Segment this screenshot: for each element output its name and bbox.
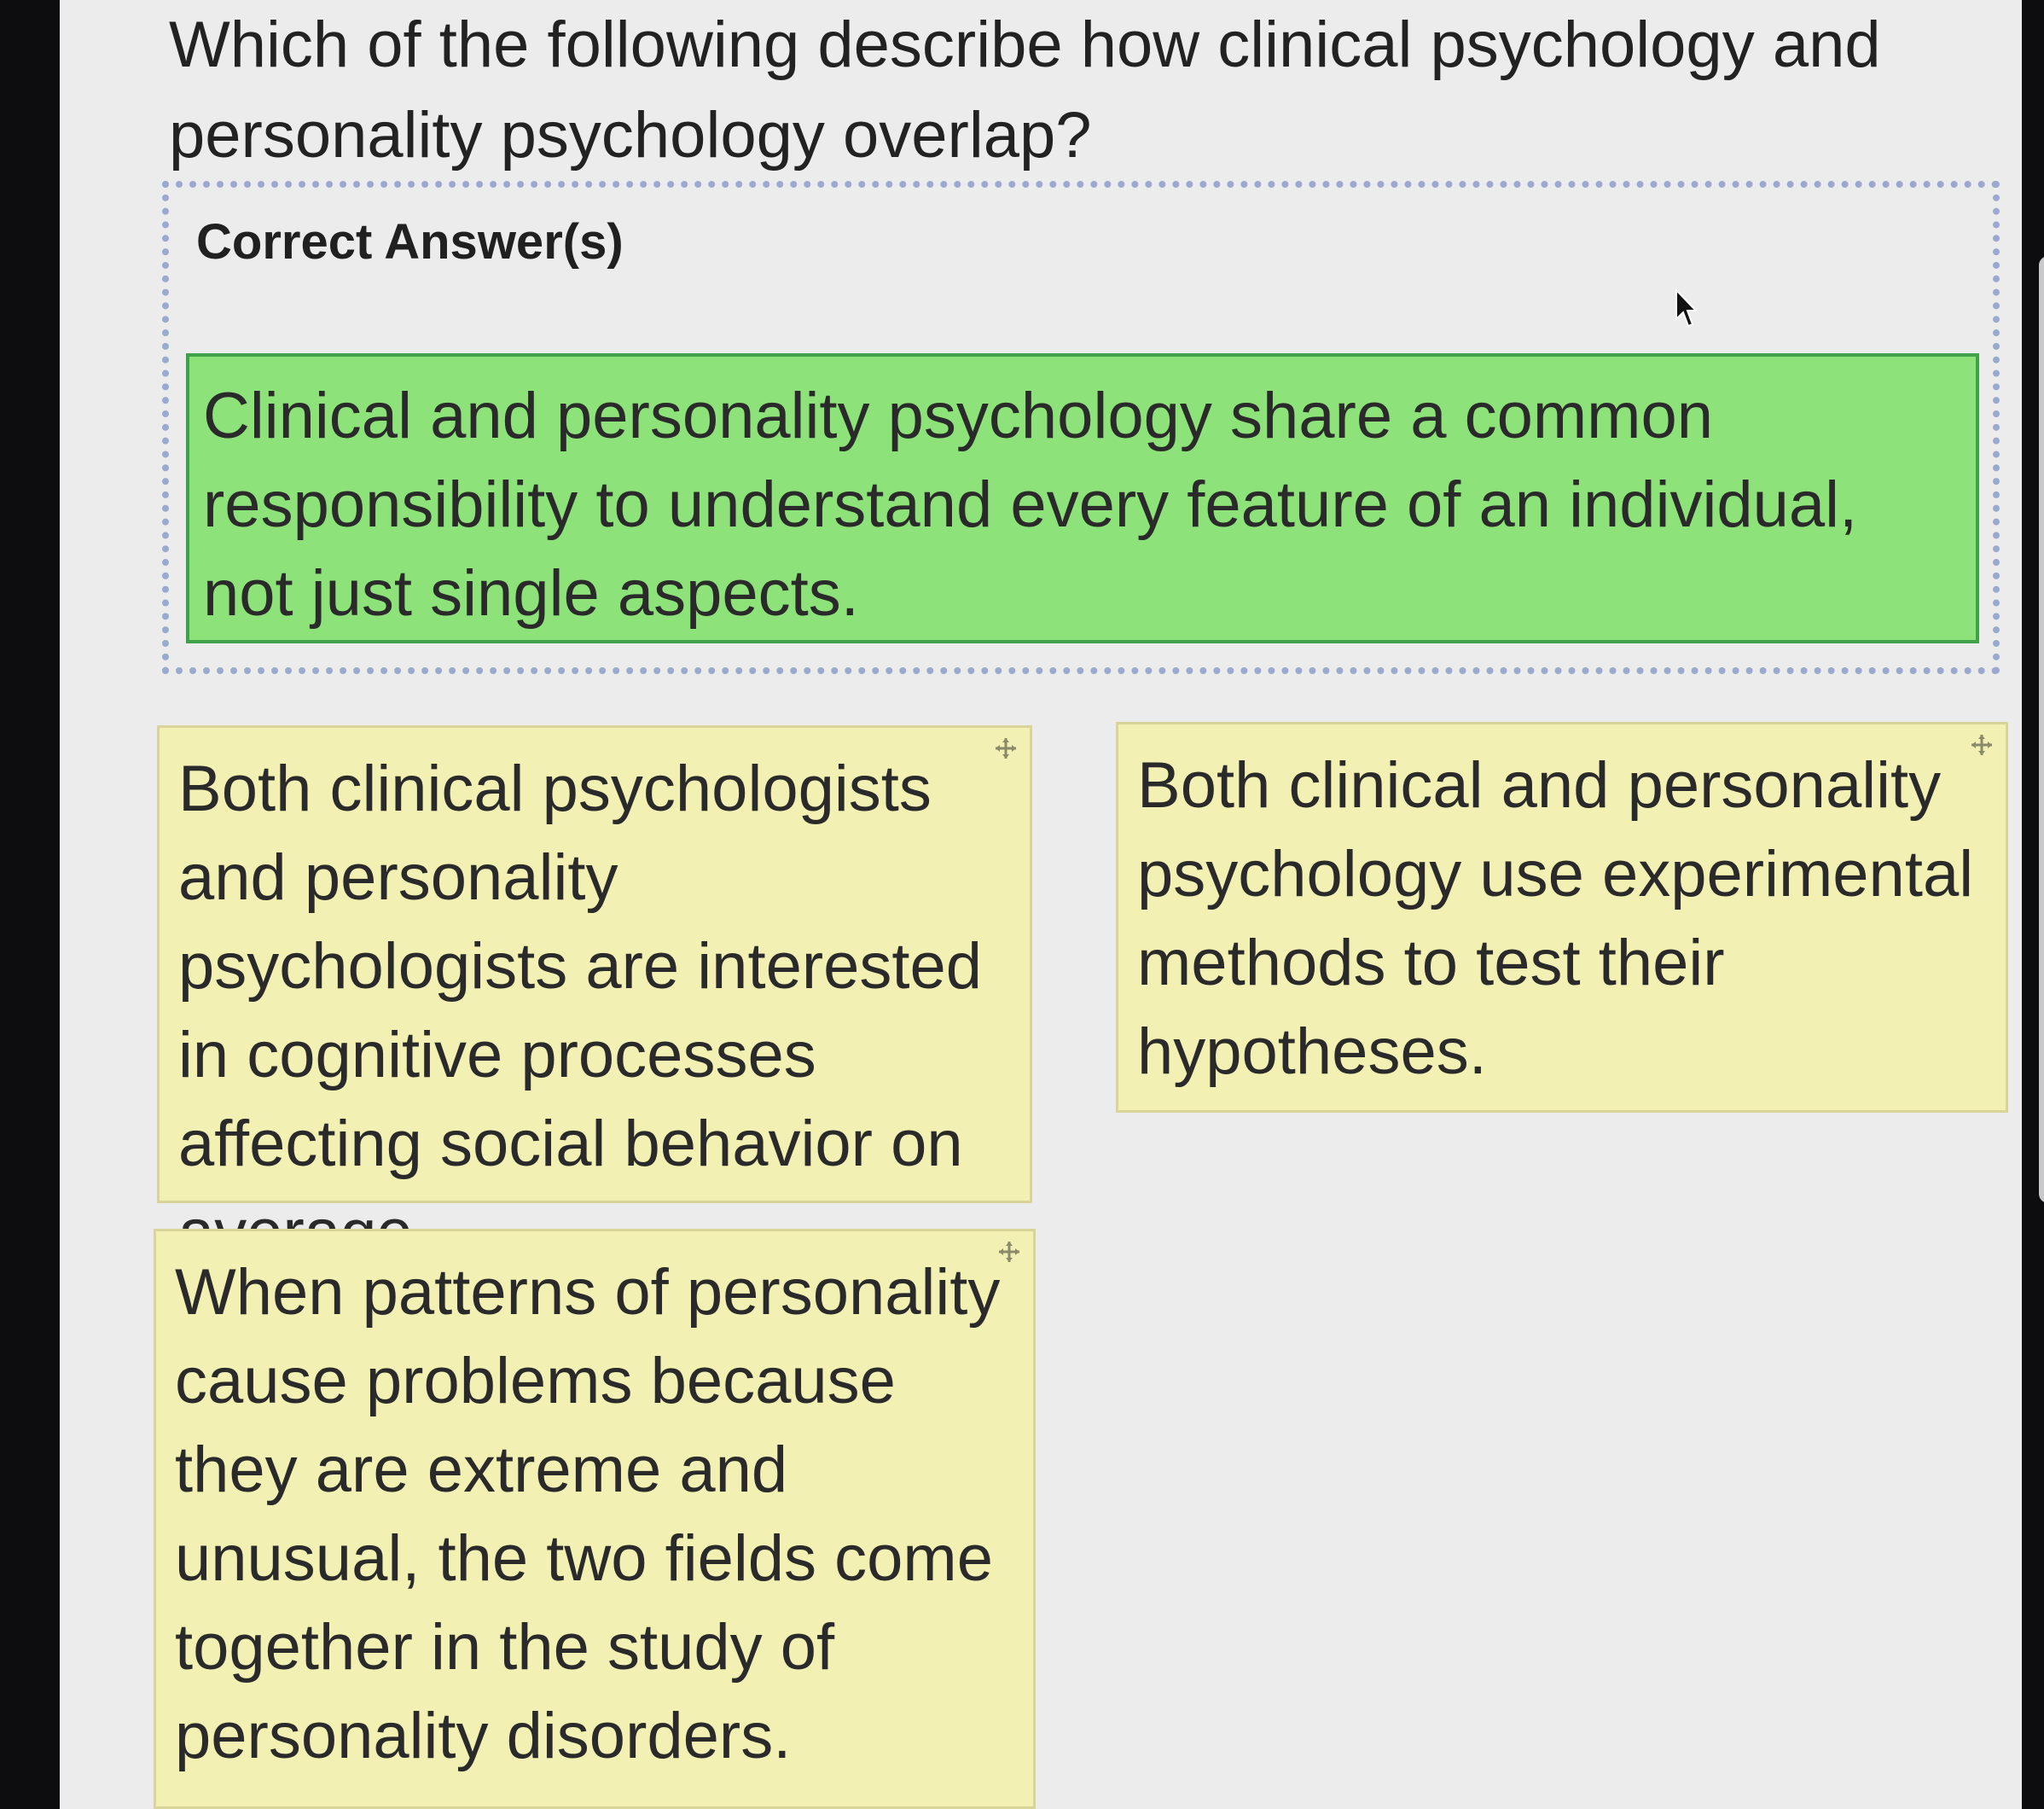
answer-option-card[interactable] bbox=[1116, 722, 2008, 1113]
mouse-cursor-icon bbox=[1675, 288, 1697, 329]
placed-answer-card[interactable] bbox=[186, 353, 1979, 643]
answer-option-text: Both clinical psychologists and personality psychologists are interested in cognitive processes affecting social behavior on bbox=[178, 753, 983, 1180]
placed-answer-text: Clinical and personality psychology share a common responsibility to understand every feature of an individual, not just single aspects. bbox=[203, 380, 1858, 630]
move-icon[interactable] bbox=[1970, 733, 1994, 757]
move-icon[interactable] bbox=[997, 1240, 1021, 1264]
answer-option-text: When patterns of personality cause problems because they are extreme and unusual, the two fields come together in the study of personality disorders. bbox=[175, 1256, 1001, 1772]
quiz-screen bbox=[60, 0, 2022, 1809]
answer-option-card[interactable] bbox=[157, 725, 1032, 1203]
move-icon[interactable] bbox=[994, 736, 1018, 760]
answer-option-card[interactable] bbox=[154, 1229, 1036, 1809]
question-text: Which of the following describe how clinical psychology and personality psychology overlap? bbox=[169, 9, 1881, 172]
scrollbar[interactable] bbox=[2039, 256, 2044, 1203]
answer-option-text: Both clinical and personality psychology use experimental methods to test their hypotheses. bbox=[1137, 749, 1974, 1088]
drop-zone-heading: Correct Answer(s) bbox=[196, 214, 624, 270]
